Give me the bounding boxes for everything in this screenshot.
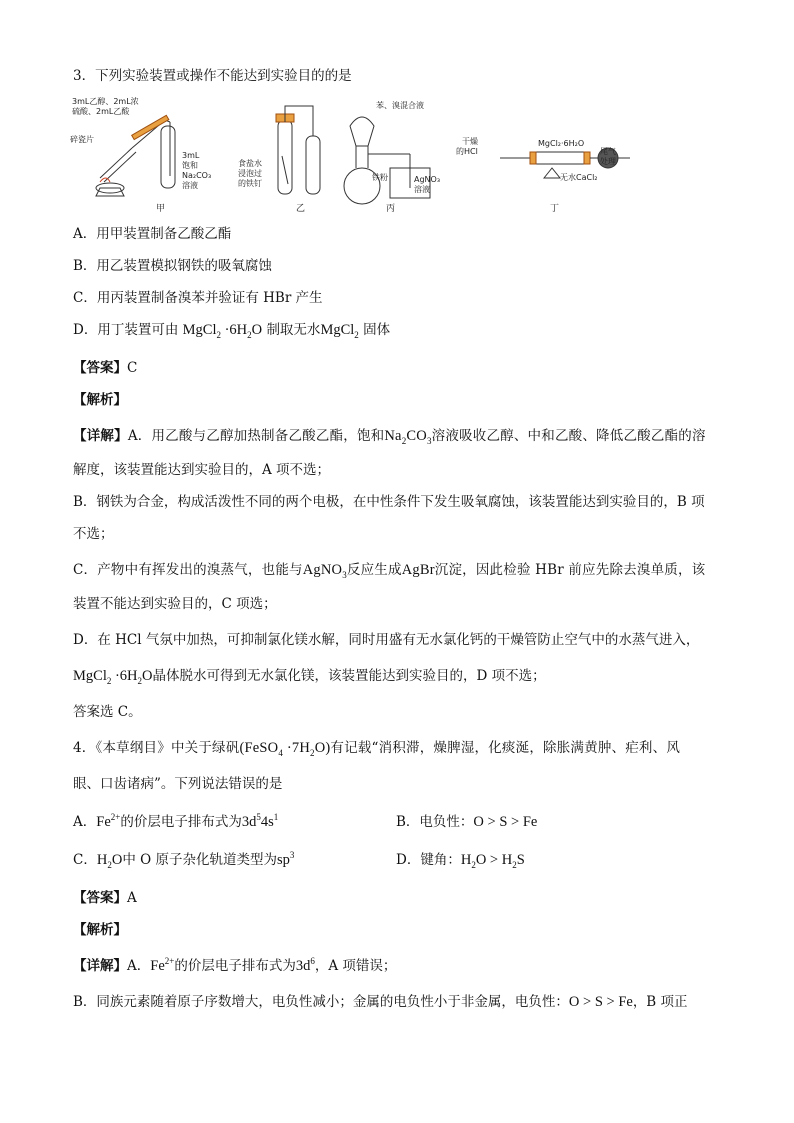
- q4-option-a-text: 的价层电子排布式为: [120, 814, 242, 830]
- q3-analysis-label: [73, 390, 127, 410]
- q4-analysis-label: [73, 920, 127, 940]
- q3-detail-a-line2: 解度，该装置能达到实验目的，A 项不选；: [73, 462, 331, 478]
- ding-label-hcl-2: 的HCl: [456, 147, 478, 156]
- q4-detail-b-text: B．同族元素随着原子序数增大，电负性减小；金属的电负性小于非金属，电负性：: [73, 994, 569, 1010]
- ding-label-cacl2: 无水CaCl₂: [560, 173, 598, 182]
- formula-agbr: AgBr: [401, 562, 435, 578]
- jia-caption: 甲: [156, 204, 166, 214]
- q3-detail-a-1a: A．用乙酸与乙醇加热制备乙酸乙酯，饱和: [127, 428, 385, 444]
- formula-mgcl2-6h2o-2: MgCl$_2$ $\cdot 6H_2O$: [73, 668, 153, 686]
- q4-option-b-text: B．电负性：: [396, 814, 474, 830]
- q4-stem-line2: 眼、口齿诸病”。下列说法错误的是: [73, 776, 283, 792]
- q4-option-d-text: D．键角：: [396, 852, 461, 868]
- formula-3d5-4s1: $3d^54s^1$: [241, 812, 279, 830]
- q3-detail-c-line1: [73, 560, 705, 580]
- ding-label-salt: MgCl₂·6H₂O: [538, 139, 585, 148]
- q4-detail-b-end: ，B 项正: [632, 994, 688, 1010]
- ding-label-tail-1: 尾气: [600, 147, 616, 156]
- jia-tube: [100, 148, 132, 178]
- apparatus-drawing: [70, 96, 630, 216]
- q4-option-c-text: 中 O 原子杂化轨道类型为: [122, 852, 277, 868]
- q4-stem-1b: 有记载“消积滞，燥脾湿，化痰涎，除胀满黄肿、疟利、风: [330, 740, 681, 756]
- q3-option-d-mid: 制取无水: [266, 322, 321, 338]
- q3-detail-c-line2: 装置不能达到实验目的，C 项选；: [73, 596, 277, 612]
- bing-caption: 丙: [386, 204, 396, 214]
- formula-mgcl2-6h2o: MgCl$_2$ $\cdot 6H_2O$: [182, 322, 263, 340]
- formula-h2o: $H_2O$: [96, 852, 123, 870]
- q4-answer: [73, 888, 137, 908]
- q3-option-b: B．用乙装置模拟钢铁的吸氧腐蚀: [73, 258, 272, 274]
- formula-feso4-7h2o: (FeSO$_4$ $\cdot 7H_2O$): [239, 740, 331, 758]
- q3-option-d: [73, 320, 390, 340]
- apparatus-figure: [70, 96, 630, 216]
- q4-analysis-heading: 【解析】: [73, 922, 127, 938]
- q4-option-c: [73, 850, 294, 870]
- q4-option-b: [396, 812, 537, 832]
- q3-detail-label: 【详解】: [73, 428, 128, 444]
- q3-detail-c-1c: 沉淀，因此检验 HBr 前应先除去溴单质，该: [434, 562, 706, 578]
- jia-receiving-tube: [161, 126, 175, 188]
- q3-detail-c-1b: 反应生成: [346, 562, 402, 578]
- yi-caption: 乙: [296, 204, 306, 214]
- jia-label-r4: 溶液: [182, 181, 198, 190]
- formula-fe2plus: $Fe^{2+}$: [96, 812, 121, 830]
- ding-caption: 丁: [550, 204, 560, 214]
- q3-option-a: A．用甲装置制备乙酸乙酯: [73, 226, 232, 242]
- ding-lamp: [544, 168, 560, 178]
- q4-detail-b: [73, 992, 688, 1012]
- bing-label-top: 苯、溴混合液: [376, 101, 424, 110]
- yi-label-3: 的铁钉: [238, 179, 262, 188]
- q3-conclusion: 答案选 C。: [73, 704, 142, 720]
- q4-option-a-label: A．: [73, 814, 97, 830]
- yi-label-2: 浸泡过: [238, 169, 262, 178]
- q3-answer-label: 【答案】: [73, 360, 127, 376]
- jia-label-1: 3mL乙醇、2mL浓: [72, 97, 139, 106]
- bing-label-iron: 铁粉: [372, 173, 388, 182]
- yi-tube: [278, 120, 292, 194]
- q3-detail-c-1a: C．产物中有挥发出的溴蒸气，也能与: [73, 562, 303, 578]
- formula-fe2plus-2: $Fe^{2+}$: [150, 956, 175, 974]
- q3-detail-b-line2: 不选；: [73, 526, 114, 542]
- yi-label-1: 食盐水: [238, 159, 262, 168]
- q3-detail-a-line1: [73, 426, 706, 446]
- ding-label-tail-2: 处理: [600, 157, 616, 166]
- q4-option-c-label: C．: [73, 852, 97, 868]
- ding-label-hcl-1: 干燥: [462, 137, 478, 146]
- q3-option-d-prefix: D．用丁装置可由: [73, 322, 179, 338]
- q3-detail-b-line1: B．钢铁为合金，构成活泼性不同的两个电极，在中性条件下发生吸氧腐蚀，该装置能达到实验目的，B 项: [73, 494, 705, 510]
- q3-analysis-heading: 【解析】: [73, 392, 127, 408]
- formula-na2co3: $Na_2CO_3$: [384, 428, 432, 446]
- ding-tube: [530, 152, 590, 164]
- q4-detail-a-text: 的价层电子排布式为: [174, 958, 296, 974]
- formula-agno3: AgNO$_3$: [302, 562, 347, 580]
- formula-o-s-fe-2: O > S > Fe: [568, 994, 633, 1010]
- q3-detail-d-2: 晶体脱水可得到无水氯化镁，该装置能达到实验目的，D 项不选；: [152, 668, 546, 684]
- q4-detail-label: 【详解】: [73, 958, 127, 974]
- q3-detail-d-line2: [73, 666, 546, 686]
- q4-detail-a: [73, 956, 396, 976]
- jia-label-r2: 饱和: [182, 161, 198, 170]
- q4-stem-1a: 4．《本草纲目》中关于绿矾: [73, 740, 240, 756]
- bing-label-agno3-1: AgNO₃: [414, 175, 441, 184]
- bing-label-agno3-2: 溶液: [414, 185, 430, 194]
- formula-3d6: $3d^6$: [295, 956, 315, 974]
- q4-answer-label: 【答案】: [73, 890, 127, 906]
- q4-option-d: [396, 850, 525, 870]
- q4-answer-value: A: [127, 890, 137, 906]
- q3-detail-a-1b: 溶液吸收乙醇、中和乙酸、降低乙酸乙酯的溶: [431, 428, 706, 444]
- jia-label-r1: 3mL: [182, 151, 200, 160]
- q3-option-d-suffix: 固体: [363, 322, 391, 338]
- q4-option-a: [73, 812, 278, 832]
- yi-test-tube: [306, 136, 320, 194]
- q3-option-c: C．用丙装置制备溴苯并验证有 HBr 产生: [73, 290, 323, 306]
- q3-stem: 3．下列实验装置或操作不能达到实验目的的是: [73, 68, 352, 84]
- q4-detail-a-end: ，A 项错误；: [314, 958, 397, 974]
- formula-mgcl2: MgCl$_2$: [320, 322, 359, 340]
- formula-sp3: $sp^3$: [276, 850, 295, 868]
- jia-label-2: 硫酸、2mL乙酸: [72, 107, 130, 116]
- formula-o-s-fe: O > S > Fe: [473, 814, 538, 830]
- bing-funnel: [350, 117, 374, 146]
- jia-label-r3: Na₂CO₃: [182, 171, 212, 180]
- q3-detail-d-line1: D．在 HCl 气氛中加热，可抑制氯化镁水解，同时用盛有无水氯化钙的干燥管防止空气中的水蒸气进入，: [73, 632, 700, 648]
- q3-answer-value: C: [127, 360, 138, 376]
- q4-detail-a-label: A．: [127, 958, 151, 974]
- q3-answer: [73, 358, 137, 378]
- formula-h2o-h2s: $H_2O > H_2S$: [460, 852, 525, 870]
- jia-label-chip: 碎瓷片: [70, 135, 94, 144]
- q4-stem-line1: [73, 738, 680, 758]
